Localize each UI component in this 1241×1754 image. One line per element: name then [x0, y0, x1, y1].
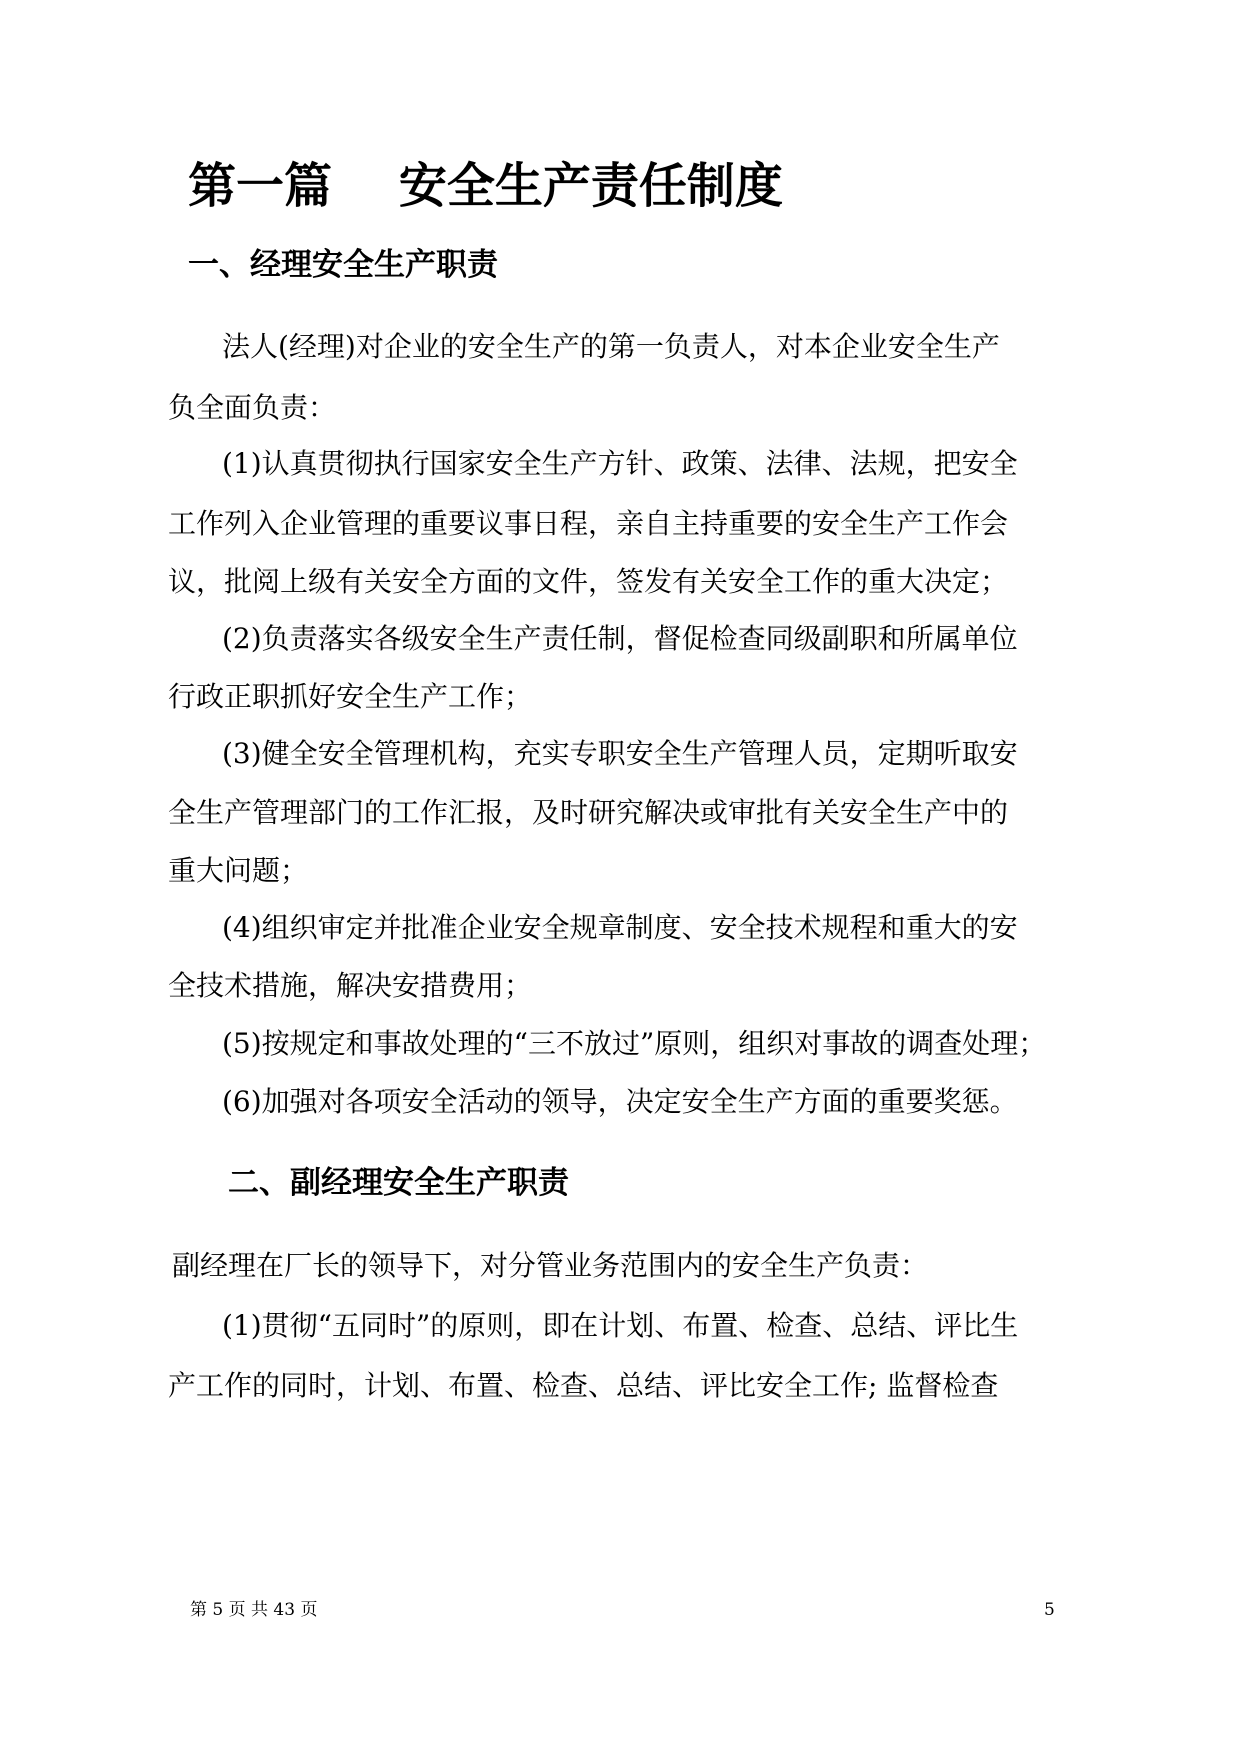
paragraph-line: (5)按规定和事故处理的“三不放过”原则，组织对事故的调查处理； [222, 1027, 1047, 1060]
paragraph-line: (2)负责落实各级安全生产责任制，督促检查同级副职和所属单位 [222, 622, 1018, 655]
paragraph-line: 行政正职抓好安全生产工作； [168, 680, 533, 713]
paragraph-line: 议，批阅上级有关安全方面的文件，签发有关安全工作的重大决定； [168, 565, 1009, 598]
paragraph-line: 法人(经理)对企业的安全生产的第一负责人，对本企业安全生产 [222, 330, 1000, 363]
paragraph-line: 产工作的同时，计划、布置、检查、总结、评比安全工作; 监督检查 [168, 1369, 999, 1402]
paragraph-line: (6)加强对各项安全活动的领导，决定安全生产方面的重要奖惩。 [222, 1085, 1018, 1118]
paragraph-line: 负全面负责： [168, 391, 337, 424]
paragraph-line: 工作列入企业管理的重要议事日程，亲自主持重要的安全生产工作会 [168, 507, 1009, 540]
footer-page-label: 第 5 页 共 43 页 [190, 1600, 318, 1620]
section-heading-manager: 一、经理安全生产职责 [188, 247, 498, 283]
paragraph-line: (3)健全安全管理机构，充实专职安全生产管理人员，定期听取安 [222, 737, 1018, 770]
paragraph-line: 全生产管理部门的工作汇报，及时研究解决或审批有关安全生产中的 [168, 796, 1009, 829]
paragraph-line: 副经理在厂长的领导下，对分管业务范围内的安全生产负责： [172, 1249, 929, 1282]
chapter-title: 第一篇 安全生产责任制度 [188, 158, 783, 214]
footer-page-number: 5 [1044, 1600, 1055, 1620]
paragraph-line: 重大问题； [168, 854, 309, 887]
paragraph-line: (1)认真贯彻执行国家安全生产方针、政策、法律、法规，把安全 [222, 447, 1018, 480]
section-heading-deputy-manager: 二、副经理安全生产职责 [228, 1165, 569, 1201]
paragraph-line: (1)贯彻“五同时”的原则，即在计划、布置、检查、总结、评比生 [222, 1309, 1019, 1342]
paragraph-line: (4)组织审定并批准企业安全规章制度、安全技术规程和重大的安 [222, 911, 1018, 944]
paragraph-line: 全技术措施，解决安措费用； [168, 969, 533, 1002]
